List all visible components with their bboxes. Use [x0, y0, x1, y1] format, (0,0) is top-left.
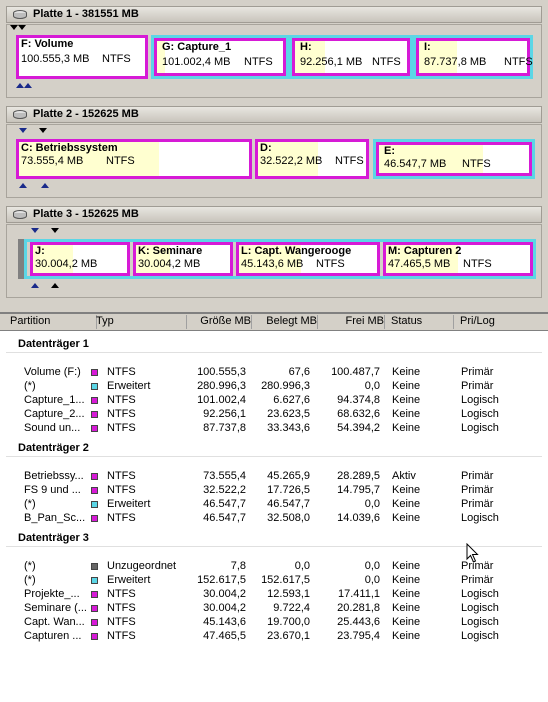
partition-color-swatch [91, 397, 98, 404]
prilog-cell: Logisch [461, 588, 499, 600]
table-row[interactable] [0, 574, 548, 588]
free-cell: 94.374,8 [337, 394, 380, 406]
boundary-marker[interactable] [16, 83, 24, 88]
partition-size: 32.522,2 MB [260, 155, 323, 167]
partition-m[interactable] [383, 242, 533, 276]
size-cell: 47.465,5 [203, 630, 246, 642]
partition-size: 101.002,4 MB [162, 56, 231, 68]
table-row[interactable] [0, 484, 548, 498]
prilog-cell: Logisch [461, 422, 499, 434]
partition-label: H: [300, 41, 312, 53]
partition-color-swatch [91, 619, 98, 626]
partition-list [0, 312, 548, 702]
table-row[interactable] [0, 602, 548, 616]
used-cell: 12.593,1 [267, 588, 310, 600]
partition-cell: Betriebssy... [24, 470, 84, 482]
partition-cell: FS 9 und ... [24, 484, 81, 496]
hard-disk-icon [13, 110, 27, 119]
extended-partition-h[interactable] [289, 35, 413, 79]
status-cell: Keine [392, 380, 421, 392]
partition-fs: NTFS [335, 155, 364, 167]
size-cell: 46.547,7 [203, 512, 246, 524]
used-cell: 32.508,0 [267, 512, 310, 524]
prilog-cell: Logisch [461, 512, 499, 524]
partition-cell: Capture_1... [24, 394, 85, 406]
status-cell: Keine [392, 588, 421, 600]
used-cell: 6.627,6 [273, 394, 310, 406]
size-cell: 101.002,4 [197, 394, 246, 406]
partition-fs: NTFS [372, 56, 401, 68]
size-cell: 45.143,6 [203, 616, 246, 628]
partition-cell: (*) [24, 380, 36, 392]
hard-disk-icon [13, 210, 27, 219]
size-cell: 152.617,5 [197, 574, 246, 586]
partition-size: 100.555,3 MB [21, 53, 90, 65]
type-cell: NTFS [107, 602, 136, 614]
table-row[interactable] [0, 630, 548, 644]
disk-1-header[interactable] [6, 6, 542, 23]
boundary-marker[interactable] [41, 183, 49, 188]
status-cell: Keine [392, 630, 421, 642]
partition-size: 45.143,6 MB [241, 258, 304, 270]
partition-color-swatch [91, 383, 98, 390]
prilog-cell: Primär [461, 484, 494, 496]
table-row[interactable] [0, 498, 548, 512]
size-cell: 30.004,2 [203, 588, 246, 600]
disk-2 [6, 106, 542, 198]
mouse-cursor-icon [466, 543, 480, 563]
group-title: Datenträger 1 [18, 338, 89, 350]
type-cell: NTFS [107, 630, 136, 642]
table-row[interactable] [0, 422, 548, 436]
partition-cell: Seminare (... [24, 602, 87, 614]
free-cell: 100.487,7 [331, 366, 380, 378]
partition-size: 92.256,1 MB [300, 56, 363, 68]
used-cell: 0,0 [294, 560, 310, 572]
type-cell: NTFS [107, 394, 136, 406]
partition-label: D: [260, 142, 272, 154]
type-cell: Unzugeordnet [107, 560, 177, 572]
partition-fs: NTFS [316, 258, 345, 270]
disk-1 [6, 6, 542, 98]
boundary-marker[interactable] [18, 25, 26, 30]
partition-fs: NTFS [504, 56, 533, 68]
partition-cell: Projekte_... [24, 588, 80, 600]
column-type[interactable]: Typ [96, 315, 187, 329]
disk-2-partitions [6, 124, 542, 198]
free-cell: 25.443,6 [337, 616, 380, 628]
partition-label: I: [424, 41, 431, 53]
used-cell: 23.623,5 [267, 408, 310, 420]
used-cell: 46.547,7 [267, 498, 310, 510]
partition-color-swatch [91, 605, 98, 612]
used-cell: 152.617,5 [261, 574, 310, 586]
status-cell: Keine [392, 574, 421, 586]
prilog-cell: Primär [461, 470, 494, 482]
type-cell: NTFS [107, 484, 136, 496]
disk-title: Platte 2 - 152625 MB [33, 108, 139, 120]
size-cell: 46.547,7 [203, 498, 246, 510]
partition-label: J: [35, 245, 45, 257]
type-cell: NTFS [107, 588, 136, 600]
disk-3-header[interactable] [6, 206, 542, 223]
partition-size: 47.465,5 MB [388, 258, 451, 270]
status-cell: Keine [392, 560, 421, 572]
partition-l[interactable] [236, 242, 380, 276]
disk-2-header[interactable] [6, 106, 542, 123]
free-cell: 68.632,6 [337, 408, 380, 420]
boundary-marker[interactable] [19, 128, 27, 133]
partition-color-swatch [91, 577, 98, 584]
size-cell: 100.555,3 [197, 366, 246, 378]
free-cell: 23.795,4 [337, 630, 380, 642]
free-cell: 14.039,6 [337, 512, 380, 524]
column-partition[interactable]: Partition [0, 315, 97, 329]
free-cell: 0,0 [364, 380, 380, 392]
type-cell: Erweitert [107, 498, 151, 510]
used-cell: 45.265,9 [267, 470, 310, 482]
type-cell: NTFS [107, 470, 136, 482]
disk-title: Platte 3 - 152625 MB [33, 208, 139, 220]
type-cell: NTFS [107, 512, 136, 524]
prilog-cell: Logisch [461, 602, 499, 614]
type-cell: Erweitert [107, 574, 151, 586]
partition-cell: (*) [24, 574, 36, 586]
column-free[interactable]: Frei MB [318, 315, 385, 329]
used-cell: 23.670,1 [267, 630, 310, 642]
status-cell: Keine [392, 602, 421, 614]
table-row[interactable] [0, 408, 548, 422]
size-cell: 30.004,2 [203, 602, 246, 614]
table-row[interactable] [0, 616, 548, 630]
boundary-marker[interactable] [24, 83, 32, 88]
partition-color-swatch [91, 473, 98, 480]
size-cell: 92.256,1 [203, 408, 246, 420]
prilog-cell: Primär [461, 574, 494, 586]
disk-1-partitions [6, 24, 542, 98]
partition-fs: NTFS [463, 258, 492, 270]
prilog-cell: Primär [461, 560, 494, 572]
status-cell: Keine [392, 422, 421, 434]
free-cell: 0,0 [364, 498, 380, 510]
size-cell: 7,8 [230, 560, 246, 572]
type-cell: NTFS [107, 366, 136, 378]
table-row[interactable] [0, 588, 548, 602]
column-used[interactable]: Belegt MB [252, 315, 318, 329]
partition-label: K: Seminare [138, 245, 203, 257]
prilog-cell: Logisch [461, 394, 499, 406]
table-row[interactable] [0, 366, 548, 380]
used-cell: 17.726,5 [267, 484, 310, 496]
used-cell: 9.722,4 [273, 602, 310, 614]
status-cell: Keine [392, 394, 421, 406]
extended-partition-g[interactable] [151, 35, 289, 79]
partition-size: 30.004,2 MB [138, 258, 201, 270]
used-cell: 280.996,3 [261, 380, 310, 392]
table-row[interactable] [0, 470, 548, 484]
partition-cell: (*) [24, 560, 36, 572]
size-cell: 32.522,2 [203, 484, 246, 496]
hard-disk-icon [13, 10, 27, 19]
column-status[interactable]: Status [385, 315, 454, 329]
partition-size: 73.555,4 MB [21, 155, 84, 167]
boundary-marker[interactable] [19, 183, 27, 188]
status-cell: Keine [392, 616, 421, 628]
partition-label: F: Volume [21, 38, 74, 50]
partition-size: 87.737,8 MB [424, 56, 487, 68]
type-cell: NTFS [107, 408, 136, 420]
status-cell: Keine [392, 512, 421, 524]
prilog-cell: Logisch [461, 408, 499, 420]
status-cell: Keine [392, 366, 421, 378]
boundary-marker[interactable] [51, 228, 59, 233]
prilog-cell: Primär [461, 498, 494, 510]
extended-partition-e[interactable] [373, 139, 535, 179]
partition-color-swatch [91, 563, 98, 570]
partition-color-swatch [91, 425, 98, 432]
disk-map-panel [0, 0, 548, 310]
prilog-cell: Primär [461, 380, 494, 392]
partition-k[interactable] [133, 242, 233, 276]
type-cell: Erweitert [107, 380, 151, 392]
status-cell: Keine [392, 498, 421, 510]
partition-fs: NTFS [462, 158, 491, 170]
partition-color-swatch [91, 501, 98, 508]
partition-color-swatch [91, 633, 98, 640]
prilog-cell: Logisch [461, 630, 499, 642]
partition-label: C: Betriebssystem [21, 142, 118, 154]
boundary-marker[interactable] [10, 25, 18, 30]
partition-size: 30.004,2 MB [35, 258, 98, 270]
partition-j[interactable] [30, 242, 130, 276]
partition-fs: NTFS [244, 56, 273, 68]
column-prilog[interactable]: Pri/Log [460, 315, 495, 327]
status-cell: Keine [392, 408, 421, 420]
free-cell: 17.411,1 [337, 588, 380, 600]
partition-cell: B_Pan_Sc... [24, 512, 86, 524]
size-cell: 87.737,8 [203, 422, 246, 434]
used-cell: 19.700,0 [267, 616, 310, 628]
column-size[interactable]: Größe MB [187, 315, 252, 329]
free-cell: 28.289,5 [337, 470, 380, 482]
partition-cell: Volume (F:) [24, 366, 81, 378]
partition-size: 46.547,7 MB [384, 158, 447, 170]
partition-cell: (*) [24, 498, 36, 510]
group-title: Datenträger 2 [18, 442, 89, 454]
free-cell: 14.795,7 [337, 484, 380, 496]
partition-label: E: [384, 145, 395, 157]
group-separator [6, 546, 542, 547]
size-cell: 280.996,3 [197, 380, 246, 392]
column-header-row [0, 314, 548, 331]
prilog-cell: Primär [461, 366, 494, 378]
table-row[interactable] [0, 380, 548, 394]
partition-color-swatch [91, 411, 98, 418]
free-cell: 20.281,8 [337, 602, 380, 614]
partition-label: L: Capt. Wangerooge [241, 245, 352, 257]
partition-cell: Capt. Wan... [24, 616, 85, 628]
disk-3 [6, 206, 542, 298]
group-separator [6, 352, 542, 353]
partition-label: G: Capture_1 [162, 41, 232, 53]
partition-color-swatch [91, 591, 98, 598]
status-cell: Keine [392, 484, 421, 496]
boundary-marker[interactable] [31, 283, 39, 288]
partition-cell: Capture_2... [24, 408, 85, 420]
boundary-marker[interactable] [51, 283, 59, 288]
used-cell: 33.343,6 [267, 422, 310, 434]
boundary-marker[interactable] [39, 128, 47, 133]
partition-color-swatch [91, 369, 98, 376]
partition-f[interactable] [16, 35, 148, 79]
status-cell: Aktiv [392, 470, 416, 482]
group-separator [6, 456, 542, 457]
disk-3-partitions [6, 224, 542, 298]
partition-fs: NTFS [106, 155, 135, 167]
group-title: Datenträger 3 [18, 532, 89, 544]
disk-title: Platte 1 - 381551 MB [33, 8, 139, 20]
partition-cell: Capturen ... [24, 630, 82, 642]
size-cell: 73.555,4 [203, 470, 246, 482]
partition-color-swatch [91, 487, 98, 494]
partition-label: M: Capturen 2 [388, 245, 462, 257]
table-row[interactable] [0, 512, 548, 526]
partition-d[interactable] [255, 139, 369, 179]
prilog-cell: Logisch [461, 616, 499, 628]
partition-color-swatch [91, 515, 98, 522]
table-row[interactable] [0, 394, 548, 408]
free-cell: 0,0 [364, 574, 380, 586]
partition-cell: Sound un... [24, 422, 81, 434]
type-cell: NTFS [107, 616, 136, 628]
partition-fs: NTFS [102, 53, 131, 65]
partition-c[interactable] [16, 139, 252, 179]
type-cell: NTFS [107, 422, 136, 434]
free-cell: 54.394,2 [337, 422, 380, 434]
free-cell: 0,0 [364, 560, 380, 572]
extended-partition-i[interactable] [413, 35, 533, 79]
boundary-marker[interactable] [31, 228, 39, 233]
used-cell: 67,6 [288, 366, 310, 378]
